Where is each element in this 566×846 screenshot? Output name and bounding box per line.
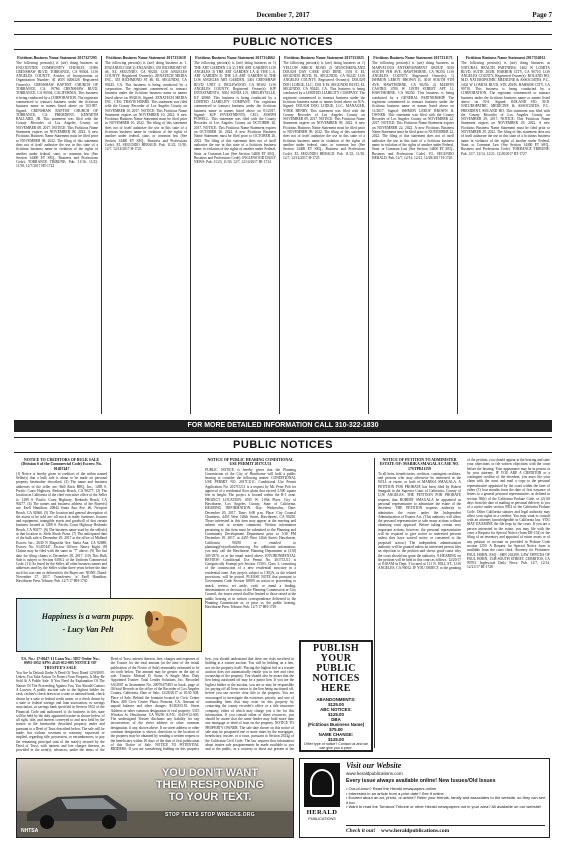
- section-title: PUBLIC NOTICES: [233, 36, 333, 48]
- bullet-item: • Out-of-town? Read the Herald newspapers online: [346, 786, 437, 791]
- fbn-notice-2: [105, 56, 187, 416]
- abc-price: $125.00: [328, 712, 344, 717]
- notice-title: Fictitious Business Name Statement 2017334012: [465, 56, 546, 60]
- notice-title: NOTICE OF PETITION TO ADMINISTER ESTATE OF: MARIKA SMAGALA CASE NO. 17STPB11159: [379, 458, 460, 471]
- notice-title: Fictitious Business Name Statement 2017331618: [106, 56, 186, 60]
- notice-body: The following person(s) is (are) doing business as MARVELOUS ENTERTAINMENT GROUP, 3010 SOUTH 9TH AVE, HAWTHORNE, CA 90250. LOS ANGELES COUNTY. Registered Owner(s): 1) ISHMON LEROY BROWN II, 3010 SOUTH 9TH AVE, HAWTHORNE, CA 90250. 2) MARVIN CASTRO, 4700 W 139TH STREET APT 11, HAWTHORNE, CA 90250. This business is being conducted by a GENERAL PARTNERSHIP. The registrant commenced to transact business under the fictitious business name or names listed above on 11/2017. Signed: ISHMON LEROY BROWN II, OWNER. This statement was filed with the County Recorder of Los Angeles County on NOVEMBER 22, 2017. NOTICE: This Fictitious Name Statement expires on NOVEMBER 22, 2022. A new Fictitious Business Name Statement must be filed prior to NOVEMBER 22, 2022. The filing of this statement does not of itself authorize the use in this state of a fictitious business name in violation of the rights of another under Federal, State, or Common Law (See Section 14400 ET SEQ., Business and Professions Code). EL SEGUNDO HERALD: Pub. 12/7, 12/14, 12/21, 12/28/2017 H-1726: [372, 61, 454, 160]
- notice-body: The following person(s) is (are) doing business as 1. ENZANDO.COM 2) ENZANDO, 355 RICHMOND ST #6, EL SEGUNDO, CA 90245. LOS ANGELES COUNTY. Registered Owner(s): ZENATECH MEDIA INC., 355 RICHMOND ST #6, EL SEGUNDO, CA 90245, CA. This business is being conducted by a corporation. The registrant commenced to transact business under the fictitious business name or names listed above on 09/2016. Signed: ZENATECH MEDIA INC., CEO, TRAVIS HOBBS. This statement was filed with the County Recorder of Los Angeles County on NOVEMBER 10, 2017. NOTICE: This Fictitious Name Statement expires on NOVEMBER 10, 2022. A new Fictitious Business Name Statement must be filed prior to NOVEMBER 10, 2022. The filing of this statement does not of itself authorize the use in this state of a fictitious business name in violation of the rights of another under federal, state, or common law (See Section 14400 ET SEQ., Business and Professions Code). EL SEGUNDO HERALD: Pub. 11/23, 11/30, 12/7, 12/14/2017 H-1723: [105, 61, 187, 152]
- herald-tagline: Every issue always available online! New Issues/Old Issues: [346, 778, 496, 784]
- herald-url-footer[interactable]: www.heraldpublications.com: [381, 828, 450, 834]
- check-it-out-label: Check it out!: [346, 828, 376, 834]
- bullet-text: Excited about an ad, photo, or article? Refer your friends, family and associates to the website, so they can see it too: [346, 795, 546, 805]
- name-change-label: NAME CHANGE:: [318, 732, 354, 737]
- notice-body: You Are In Default Under A Deed Of Trust Dated 12/9/2005. Unless You Take Action To Protect Your Property, It May Be Sold At A Public Sale. If You Need An Explanation Of The Nature Of The Proceeding Against You, You Should Contact A Lawyer. A public auction sale to the highest bidder for cash, cashier's check drawn on a state or national bank, check drawn by a state or federal credit union, or a check drawn by a state or federal savings and loan association, or savings association, or savings bank specified in Section 5102 of the Financial Code and authorized to do business in this state will be held by the duly appointed trustee as shown below, of all right, title, and interest conveyed to and now held by the trustee in the hereinafter described property under and pursuant to a Deed of Trust described below. The sale will be made, but without covenant or warranty, expressed or implied, regarding title, possession, or encumbrances, to pay the remaining principal sum of the note(s) secured by the Deed of Trust, with interest and late charges thereon, as provided in the note(s), advances, under the terms of the Deed of Trust, interest thereon, fees, charges and expenses of the Trustee for the total amount (at the time of the initial publication of the Notice of Sale) reasonably estimated to be set forth below. The amount may be greater on the day of sale. Trustor: Michael D. Stone, A Single Man. Duly Appointed Trustee: Total Lender Solutions, Inc. Recorded 3/6/2007 as Instrument No. 20070475493 in book, page of Official Records in the office of the Recorder of Los Angeles County, California, Date of Sale: 12/28/2017 at 10:30 AM. Place of Sale: Behind the fountain located in Civic Center Plaza, 400 Civic Center Plaza, Pomona, CA. Amount of unpaid balance and other charges: $138,833.81. Street Address or other common designation of real property: 5315 Windsor St, Hawthorne, CA 90250 A.P.N.: 4145-012-005. The undersigned Trustee disclaims any liability for any incorrectness of the street address or other common designation, if any, shown above. If no street address or other common designation is shown, directions to the location of the property may be obtained by sending a written request to the beneficiary within 10 days of the date of first publication of this Notice of Sale. NOTICE TO POTENTIAL BIDDERS: If you are considering bidding on this property lien, you should understand that there are risks involved in bidding at a trustee auction. You will be bidding on a lien, not on the property itself. Placing the highest bid at a trustee auction does not automatically entitle you to free and clear ownership of the property. You should also be aware that the lien being auctioned off may be a junior lien. If you are the highest bidder at the auction, you are or may be responsible for paying off all liens senior to the lien being auctioned off, before you can receive clear title to the property. You are encouraged to investigate the existence, priority, and size of outstanding liens that may exist on this property by contacting the county recorder's office or a title insurance company, either of which may charge you a fee for this information. If you consult either of these resources, you should be aware that the same lender may hold more than one mortgage or deed of trust on the property. NOTICE TO PROPERTY OWNER: The sale date shown on this notice of sale may be postponed one or more times by the mortgagee, beneficiary, trustee, or a court, pursuant to Section 2924g of the California Civil Code. The law requires that information about trustee sale postponements be made available to you and to the public, as a courtesy to those not present at the: [16, 657, 294, 753]
- publish-line: PUBLIC: [316, 663, 356, 674]
- fbn-notice-1: [16, 56, 98, 416]
- column-rule: [457, 56, 458, 414]
- section-title-2: PUBLIC NOTICES: [233, 439, 333, 451]
- name-change-price: $125.00: [328, 737, 344, 742]
- quote-text: Happiness is a warm puppy.: [41, 612, 135, 621]
- notice-body: The following person(s) is (are) doing business as ENCOUNTER COMMUNITY CHURCH, 11906 CRENSHAW BLVD, TORRANCE, CA 90504. LOS ANGELES COUNTY. Articles of Incorporation or Organization Number: AI #ON 0206328. Registered Owner(s): CRENSHAW BAPTIST CHURCH OF TORRANCE, CA, 19766 CRENSHAW BLVD, TORRANCE, CA 90504, CALIFORNIA. This business is being conducted by a CORPORATION. The registrant commenced to transact business under the fictitious business name or names listed above on 10/1987. Signed: CRENSHAW BAPTIST CHURCH OF TORRANCE, CA, PRESIDENT, KENNETH BALLARD, JR. This statement was filed with the County Recorder of Los Angeles County on NOVEMBER 08, 2017. NOTICE: This Fictitious Name Statement expires on NOVEMBER 08, 2022. A new Fictitious Business Name Statement must be filed prior to NOVEMBER 08, 2022. The filing of this statement does not of itself authorize the use in this state of a fictitious business name in violation of the rights of another under federal, state, or common law (See Section 14400 ET SEQ., Business and Professions Code). TORRANCE TRIBUNE: Pub. 11/16, 11/23, 11/30, 12/7/2017 HT-1722: [16, 61, 98, 169]
- notice-title: NOTICE TO CREDITORS OF BULK SALE (Division 6 of the Commercial Code) Escrow No. 01407447: [21, 458, 102, 471]
- fbn-notice-5: [372, 56, 454, 416]
- bullet-item: • Excited about an ad, photo, or article? Refer your friends, family and associates to the website, so they can see it too: [346, 795, 546, 805]
- dba-sub: (Fictitious Business Name): [307, 722, 365, 727]
- issue-date: December 7, 2017: [256, 11, 310, 19]
- notice-title: NOTICE OF PUBLIC HEARING CONDITIONAL USE PERMIT 2017CU11: [207, 458, 294, 467]
- dba-price: $75.00: [329, 727, 343, 732]
- quote-author: - Lucy Van Pelt: [62, 625, 114, 634]
- fbn-notice-6: [461, 56, 550, 416]
- fbn-notice-4: [283, 56, 365, 416]
- fbn-notice-3: [194, 56, 276, 416]
- bulk-sale-notice: [16, 458, 107, 596]
- abc-label: ABC NOTICES:: [320, 707, 352, 712]
- notice-title: T.S. No.: 17-0647-11 Loan No.: 3037 Order No.: 0993-1052 APN: 4145-012-005 NOTICE OF TRUSTEE'S SALE: [20, 657, 100, 670]
- abandonments-label: ABANDONMENTS:: [316, 697, 356, 702]
- bullet-item: • Interested in an article from a prior date? See it online: [346, 790, 444, 796]
- visit-website-heading: Visit our Website: [346, 761, 402, 770]
- herald-logo-sub: PUBLICATIONS: [308, 817, 336, 821]
- publish-line: HERE: [321, 683, 351, 694]
- nhtsa-logo: NHTSA: [21, 828, 39, 834]
- column-rule: [374, 458, 375, 748]
- herald-url-top[interactable]: www.heraldpublications.com: [346, 771, 403, 776]
- page-number: Page 7: [532, 11, 552, 19]
- column-rule: [279, 56, 280, 414]
- publish-line: PUBLISH: [312, 643, 359, 654]
- bullet-text: Out-of-town? Read the Herald newspapers online: [348, 786, 437, 791]
- herald-logo-mark: [304, 763, 340, 807]
- publish-line: YOUR: [320, 653, 352, 664]
- notice-body: The following person(s) is (are) doing business as 1) YELLOW BRICK ROAD 2) MUNCHKINLAND DOUGH DAY CARE AND DINE, 1501 E EL SEGUNDO BLVD, EL SEGUNDO, CA 90245. LOS ANGELES COUNTY. Registered Owner(s): DOUGH DOG LODGE, LLC, 1501 E EL SEGUNDO BLVD, EL SEGUNDO, CA 90245, CA. This business is being conducted by a LIMITED LIABILITY COMPANY. The registrant commenced to transact business under the fictitious business name or names listed above on N/A. Signed: DOUGH DOG LODGE, LLC, MANAGER, YORK HENRY. This statement was filed with the County Recorder of Los Angeles County on NOVEMBER 09, 2017. NOTICE: This Fictitious Name Statement expires on NOVEMBER 09, 2022. A new Fictitious Business Name Statement must be filed prior to NOVEMBER 09, 2022. The filing of this statement does not of itself authorize the use in this state of a fictitious business name in violation of the rights of another under federal, state, or common law (See Section 14400 ET SEQ., Business and Professions Code). EL SEGUNDO HERALD: Pub. 11/23, 11/30, 12/7, 12/14/2017 H-1725: [283, 61, 365, 160]
- public-hearing-notice: [205, 458, 296, 638]
- column-rule: [190, 56, 191, 414]
- stop-ad-url: STOP TEXTS STOP WRECKS.ORG: [165, 812, 255, 818]
- column-rule: [101, 56, 102, 414]
- bullet-text: Want to read the Torrance Tribune or other Herald newspapers not in your area? All available on our website!: [348, 804, 542, 810]
- notice-body: The following person(s) is (are) doing business as NATURAL HEALTH PARTNERS, 1402 W LOMITA BLVD, SUITE 203/B, HARBOR CITY, CA 90710. LOS ANGELES COUNTY. Registered Owner(s): ROLAND HO, M.D. NATUROPATHIC MEDICINE & ASSOCIATES, P.C., 1402 W LOMITA BLVD, STE 203/B, HARBOR CITY, CA 90710. This business is being conducted by a CORPORATION. The registrant commenced to transact business under the fictitious business name or names listed above on N/A. Signed: ROLAND HO, M.D. NATUROPATHIC MEDICINE & ASSOCIATES, P.C., PRESIDENT, ROLAND HO. This statement was filed with the County Recorder of Los Angeles County on NOVEMBER 29, 2017. NOTICE: This Fictitious Name Statement expires on NOVEMBER 29, 2022. A new Fictitious Business Name Statement must be filed prior to NOVEMBER 29, 2022. The filing of this statement does not of itself authorize the use in this state of a fictitious business name in violation of the rights of another under Federal, State, or Common Law (See Section 14400 ET SEQ., Business and Professions Code). TORRANCE TRIBUNE: Pub. 12/7, 12/14, 12/21, 12/28/2017 HT-1727: [461, 61, 550, 156]
- notice-title: Fictitious Business Name Statement 2017331171: [373, 56, 453, 60]
- info-bar: FOR MORE DETAILED INFORMATION CALL 310-322-1830: [14, 420, 552, 432]
- notice-body: PUBLIC NOTICE is hereby given that the Planning Commission of the City of Hawthorne will hold a public hearing to consider the following matter: CONDITIONAL USE PERMIT NO. 2017CU11: Conditional Use Permit Application No. 2017CU11 is a request by Mr. Peter Poh for approval of a residential floor plans that exceed 2,500 square feet in height. The project is located within the R-1 zone. PROJECT LOCATION: 4935 W. 119th Place. City of Hawthorne, Los Angeles County, State of California. HEARING INFORMATION: Day: Wednesday. Date: December 20, 2017. Time: 6:00 p.m. Place: City Council Chambers, 4455 West 126th Street, Hawthorne, CA 90250. Those interested in this item may appear at the meeting and submit oral or written comments. Written information pertaining to this item must be submitted to the Planning and Community Development Department prior to 5:30 PM December 18, 2017, at 4455 West 126th Street, Hawthorne, California 90250 or emailed to planning@cityofhawthorne.org. For additional information, you may call the Hawthorne Planning Department at (310) 349-2970, or at the email noted above. ENVIRONMENTAL REVIEW: Conditional Use Permit No. 2017CU11 is Categorically Exempt per Section 15303, Class 3, consisting of the construction of a new residential structure in a residential zone. Any project subject to CEQA, or the related provisions, will be posted. PLEASE NOTE that pursuant to Government Code Section 65009 an action or proceeding to attack, review, set aside, void, or annul a finding, determination or decision of the Planning Commission or City Council, the issues raised shall be limited to those raised at the public hearing or in written correspondence delivered to the Planning Commission at, or prior to, the public hearing. Hawthorne Press Tribune: Pub. 12/7/17 HH-1729: [205, 467, 296, 610]
- herald-logo: HERALD: [306, 809, 338, 816]
- trustee-sale-notice: [16, 657, 294, 753]
- notice-title: Fictitious Business Name Statement 2017327295: [17, 56, 97, 60]
- other-notice-text: Other type of notice? Contact us and we can give you a price.: [303, 742, 369, 750]
- column-rule: [368, 56, 369, 414]
- dba-label: DBA: [331, 717, 341, 722]
- publish-line: NOTICES: [312, 673, 360, 684]
- herald-website-ad: [299, 758, 550, 838]
- publish-headline: [301, 644, 371, 694]
- petition-notice: [378, 458, 550, 748]
- notice-title: Fictitious Business Name Statement 2017331025: [284, 56, 364, 60]
- notice-body: To all heirs, beneficiaries, creditors, contingent creditors, and persons who may otherwise be interested in the WILL or estate, or both of MARIKA SMAGALA. A PETITION FOR PROBATE has been filed by Robert Smagala in the Superior Court of California, County of LOS ANGELES. THE PETITION FOR PROBATE requests that ROBERT SMAGALA be appointed as personal representative to administer the estate of the decedent. THE PETITION requests authority to administer the estate under the Independent Administration of Estates Act. (This authority will allow the personal representative to take many actions without obtaining court approval. Before taking certain very important actions, however, the personal representative will be required to give notice to interested persons unless they have waived notice or consented to the proposed action.) The independent administration authority will be granted unless an interested person files an objection to the petition and shows good cause why the court should not grant the authority. A HEARING on the petition will be held in this court as follows: 12/20/17 at 8:30AM in Dept. 5 located at 111 N. HILL ST., LOS ANGELES, CA 90012. IF YOU OBJECT to the granting of the petition, you should appear at the hearing and state your objections or file written objections with the court before the hearing. Your appearance may be in person or by your attorney. IF YOU ARE A CREDITOR or a contingent creditor of the decedent, you must file your claim with the court and mail a copy to the personal representative appointed by the court within the later of either (1) four months from the date of first issuance of letters to a general personal representative, as defined in section 58(b) of the California Probate Code, or (2) 60 days from the date of mailing or personal delivery to you of a notice under section 9052 of the California Probate Code. Other California statutes and legal authority may affect your rights as a creditor. You may want to consult with an attorney knowledgeable in California law. YOU MAY EXAMINE the file kept by the court. If you are a person interested in the estate, you may file with the court a Request for Special Notice (form DE-154) of the filing of an inventory and appraisal of estate assets or of any petition or account as provided in Probate Code section 1250. A Request for Special Notice form is available from the court clerk. Attorney for Petitioner: PAUL HORN, ESQ - SBN 243299, LAW OFFICES OF PAUL HORN, 1548 SOUTH STREET, CERRITOS, CA 90703. Inglewood Daily News: Pub. 12/7, 12/14, 12/21/17 HI-1728: [378, 458, 550, 571]
- bullet-item: • Want to read the Torrance Tribune or other Herald newspapers not in your area? All available on our website!: [346, 804, 542, 810]
- stop-ad-line-2: THEM RESPONDING: [155, 779, 265, 791]
- abandonments-price: $125.00: [328, 702, 344, 707]
- quote-ad: [16, 598, 202, 652]
- notice-title: Fictitious Business Name Statement 2017314662: [195, 56, 275, 60]
- notice-body: The following person(s) is (are) doing business as 1) THE ART GARDEN LA 2) THE ART GARDEN LOS ANGELES 3) THE ART GARDEN LA 4) THE L.A. ART GARDEN 5) THE LA ART GARDEN 6) THE LOS ANGELES ART GARDEN, 3401 CRENSHAW BLVD. UNIT 2, INGLEWOOD, CA 90302. LOS ANGELES COUNTY. Registered Owner(s): KJP INVESTMENTS, 3004 SONIA LN, SHELBYVILLE, KY 40065. This business is being conducted by a LIMITED LIABILITY COMPANY. The registrant commenced to transact business under the fictitious business name or names listed above on 01/2017. Signed: KJP INVESTMENTS, CEO, JOSEPH POWELL. This statement was filed with the County Recorder of Los Angeles County on OCTOBER 26, 2017. NOTICE: This Fictitious Name Statement expires on OCTOBER 26, 2022. A new Fictitious Business Name Statement must be filed prior to OCTOBER 26, 2022. The filing of this statement does not of itself authorize the use in this state of a fictitious business name in violation of the rights of another under Federal, State, or Common Law (See Section 14400 ET SEQ., Business and Professions Code). INGLEWOOD DAILY NEWS: Pub. 11/23, 11/30, 12/7, 12/14/2017 HI-1724: [194, 61, 276, 165]
- publish-notices-box: [299, 640, 373, 752]
- bullet-text: Interested in an article from a prior date? See it online: [348, 790, 444, 796]
- notice-body: (1) Notice is hereby given to creditors of the within named Seller(s) that a bulk sale is about to be made on personal property hereinafter described. (2) The name and business addresses of the seller are: Bell Rock BBQ, Inc., 1288 S. Pacific Coast Highway, Redondo Beach, CA 90277. (3) The location in California of the chief executive office of the Seller is: 1289 S. Pacific Coast Highway, Redondo Beach, CA 90277. (4) The names and business address of the Buyer(s) are: Ezell Hamilton, 20842 Santa Ana Ave, #6, Newport Beach, CA 92660. (5) The location and general description of the assets to be sold are: all stock in trade, furniture, fixtures and equipment, intangible assets and goodwill of that certain business located at 1288 S. Pacific Coast Highway Redondo Beach, CA 90277. (6) The business name used by the seller(s) at that location is: Sloth Shack Pizza. (7) The anticipated date of the bulk sale is December 29, 2017 at the office of Midland Escrow Inc., 2630 N Magnolia Ave, Santa Ana, CA 92688, Escrow No. 01407447, Escrow Officer: Nancy Kight. (8) Claims may be filed with the same as "7" above. (9) The last date for filing claims is December 28, 2017. (10) This Bulk Sale is subject to Section 6106.2 of the Uniform Commercial Code. (11) As listed by the Seller, all other business names and addresses used by the Seller within three years before the date such list was sent or delivered to the Buyer are: NONE. Dated: November 27, 2017. Transferees: /s/ Ezell Hamilton. Hawthorne Press Tribune: Pub. 12/7/17 HH-1730: [16, 471, 107, 584]
- stop-ad-line-1: YOU DON'T WANT: [161, 767, 259, 779]
- stop-texts-ad: [16, 758, 294, 838]
- stop-ad-line-3: TO YOUR TEXT.: [168, 791, 252, 803]
- page-header: [14, 10, 552, 22]
